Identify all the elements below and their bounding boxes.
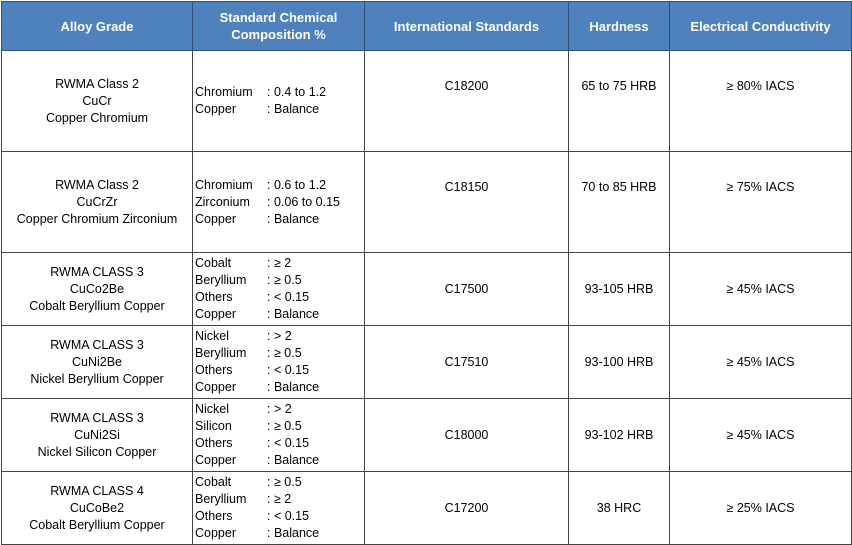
standard-cell: C18200 bbox=[365, 51, 569, 152]
alloy-table bbox=[1, 1, 852, 545]
element-name: Copper bbox=[195, 307, 236, 321]
element-value: : ≥ 0.5 bbox=[267, 475, 302, 489]
hardness-cell: 65 to 75 HRB bbox=[569, 51, 670, 152]
hardness-cell: 93-105 HRB bbox=[569, 253, 670, 326]
grade-code: CuNi2Si bbox=[74, 427, 120, 442]
composition-line bbox=[193, 101, 364, 118]
grade-name: Cobalt Beryllium Copper bbox=[29, 517, 165, 532]
element-value: : > 2 bbox=[267, 329, 292, 343]
composition-line bbox=[193, 418, 364, 435]
composition-cell bbox=[193, 326, 365, 399]
element-name: Others bbox=[195, 290, 233, 304]
grade-class: RWMA Class 2 bbox=[55, 177, 139, 192]
element-name: Nickel bbox=[195, 402, 230, 416]
table-row bbox=[2, 399, 852, 472]
element-name: Beryllium bbox=[195, 346, 247, 360]
table-row bbox=[2, 472, 852, 545]
element-value: : Balance bbox=[267, 526, 320, 540]
composition-line bbox=[193, 194, 364, 211]
hardness-cell: 93-100 HRB bbox=[569, 326, 670, 399]
standard-cell: C17200 bbox=[365, 472, 569, 545]
grade-code: CuCoBe2 bbox=[69, 500, 125, 515]
element-name: Beryllium bbox=[195, 273, 247, 287]
standard-cell: C18000 bbox=[365, 399, 569, 472]
composition-cell bbox=[193, 472, 365, 545]
composition-line bbox=[193, 211, 364, 228]
element-name: Copper bbox=[195, 380, 236, 394]
hardness-cell: 93-102 HRB bbox=[569, 399, 670, 472]
composition-line bbox=[193, 306, 364, 323]
element-name: Copper bbox=[195, 453, 236, 467]
conductivity-cell: ≥ 45% IACS bbox=[670, 399, 852, 472]
element-value: : < 0.15 bbox=[267, 509, 310, 523]
element-value: : < 0.15 bbox=[267, 436, 310, 450]
element-name: Chromium bbox=[195, 85, 253, 99]
element-name: Chromium bbox=[195, 177, 253, 192]
composition-cell bbox=[193, 399, 365, 472]
element-name: Copper bbox=[195, 102, 236, 116]
grade-name: Cobalt Beryllium Copper bbox=[29, 298, 165, 313]
element-value: : ≥ 2 bbox=[267, 256, 292, 270]
composition-line bbox=[193, 525, 364, 542]
hardness-cell: 70 to 85 HRB bbox=[569, 152, 670, 253]
composition-line bbox=[193, 379, 364, 396]
grade-class: RWMA CLASS 3 bbox=[50, 264, 144, 279]
composition-line bbox=[193, 508, 364, 525]
element-value: : ≥ 0.5 bbox=[267, 273, 302, 287]
grade-class: RWMA CLASS 3 bbox=[50, 410, 144, 425]
composition-line bbox=[193, 289, 364, 306]
element-name: Cobalt bbox=[195, 256, 232, 270]
hardness-cell: 38 HRC bbox=[569, 472, 670, 545]
grade-name: Nickel Silicon Copper bbox=[37, 444, 157, 459]
conductivity-cell: ≥ 45% IACS bbox=[670, 253, 852, 326]
header-composition-line1: Standard Chemical bbox=[219, 10, 338, 25]
composition-line bbox=[193, 345, 364, 362]
element-name: Others bbox=[195, 509, 233, 523]
element-value: : Balance bbox=[267, 211, 320, 226]
standard-cell: C17510 bbox=[365, 326, 569, 399]
grade-cell bbox=[2, 326, 193, 399]
standard-cell: C18150 bbox=[365, 152, 569, 253]
element-name: Nickel bbox=[195, 329, 230, 343]
grade-class: RWMA CLASS 3 bbox=[50, 337, 144, 352]
grade-cell bbox=[2, 399, 193, 472]
element-value: : Balance bbox=[267, 453, 320, 467]
grade-cell bbox=[2, 152, 193, 253]
composition-cell bbox=[193, 51, 365, 152]
grade-code: CuCo2Be bbox=[69, 281, 125, 296]
composition-cell bbox=[193, 152, 365, 253]
composition-line bbox=[193, 435, 364, 452]
grade-code: CuNi2Be bbox=[71, 354, 123, 369]
header-hardness: Hardness bbox=[569, 2, 670, 51]
header-alloy-grade: Alloy Grade bbox=[2, 2, 193, 51]
grade-name: Copper Chromium bbox=[45, 110, 149, 125]
grade-name: Nickel Beryllium Copper bbox=[30, 371, 164, 386]
conductivity-cell: ≥ 75% IACS bbox=[670, 152, 852, 253]
element-name: Others bbox=[195, 436, 233, 450]
composition-line bbox=[193, 401, 364, 418]
header-composition-line2: Composition % bbox=[231, 27, 326, 42]
standard-cell: C17500 bbox=[365, 253, 569, 326]
grade-class: RWMA CLASS 4 bbox=[50, 483, 144, 498]
header-standards: International Standards bbox=[365, 2, 569, 51]
element-value: : Balance bbox=[267, 307, 320, 321]
element-name: Silicon bbox=[195, 419, 232, 433]
element-value: : 0.06 to 0.15 bbox=[267, 194, 340, 209]
composition-line bbox=[193, 84, 364, 101]
grade-code: CuCr bbox=[82, 93, 112, 108]
conductivity-cell: ≥ 25% IACS bbox=[670, 472, 852, 545]
element-name: Cobalt bbox=[195, 475, 232, 489]
composition-line bbox=[193, 362, 364, 379]
element-name: Copper bbox=[195, 526, 236, 540]
composition-line bbox=[193, 328, 364, 345]
grade-cell bbox=[2, 51, 193, 152]
composition-line bbox=[193, 255, 364, 272]
composition-line bbox=[193, 491, 364, 508]
element-value: : < 0.15 bbox=[267, 290, 310, 304]
composition-line bbox=[193, 272, 364, 289]
composition-cell bbox=[193, 253, 365, 326]
composition-line bbox=[193, 452, 364, 469]
header-composition bbox=[193, 2, 365, 51]
element-name: Beryllium bbox=[195, 492, 247, 506]
grade-cell bbox=[2, 253, 193, 326]
conductivity-cell: ≥ 80% IACS bbox=[670, 51, 852, 152]
element-value: : Balance bbox=[267, 380, 320, 394]
element-value: : < 0.15 bbox=[267, 363, 310, 377]
element-name: Zirconium bbox=[195, 194, 250, 209]
element-value: : ≥ 2 bbox=[267, 492, 292, 506]
element-value: : 0.6 to 1.2 bbox=[267, 177, 327, 192]
element-value: : > 2 bbox=[267, 402, 292, 416]
grade-code: CuCrZr bbox=[76, 194, 118, 209]
grade-name: Copper Chromium Zirconium bbox=[16, 211, 178, 226]
header-conductivity: Electrical Conductivity bbox=[670, 2, 852, 51]
element-name: Copper bbox=[195, 211, 236, 226]
element-value: : ≥ 0.5 bbox=[267, 346, 302, 360]
element-name: Others bbox=[195, 363, 233, 377]
table-row bbox=[2, 51, 852, 152]
element-value: : 0.4 to 1.2 bbox=[267, 85, 327, 99]
element-value: : ≥ 0.5 bbox=[267, 419, 302, 433]
composition-line bbox=[193, 177, 364, 194]
grade-class: RWMA Class 2 bbox=[55, 76, 139, 91]
composition-line bbox=[193, 474, 364, 491]
element-value: : Balance bbox=[267, 102, 320, 116]
table-row bbox=[2, 253, 852, 326]
table-row bbox=[2, 152, 852, 253]
grade-cell bbox=[2, 472, 193, 545]
conductivity-cell: ≥ 45% IACS bbox=[670, 326, 852, 399]
header-row bbox=[2, 2, 852, 51]
table-row bbox=[2, 326, 852, 399]
